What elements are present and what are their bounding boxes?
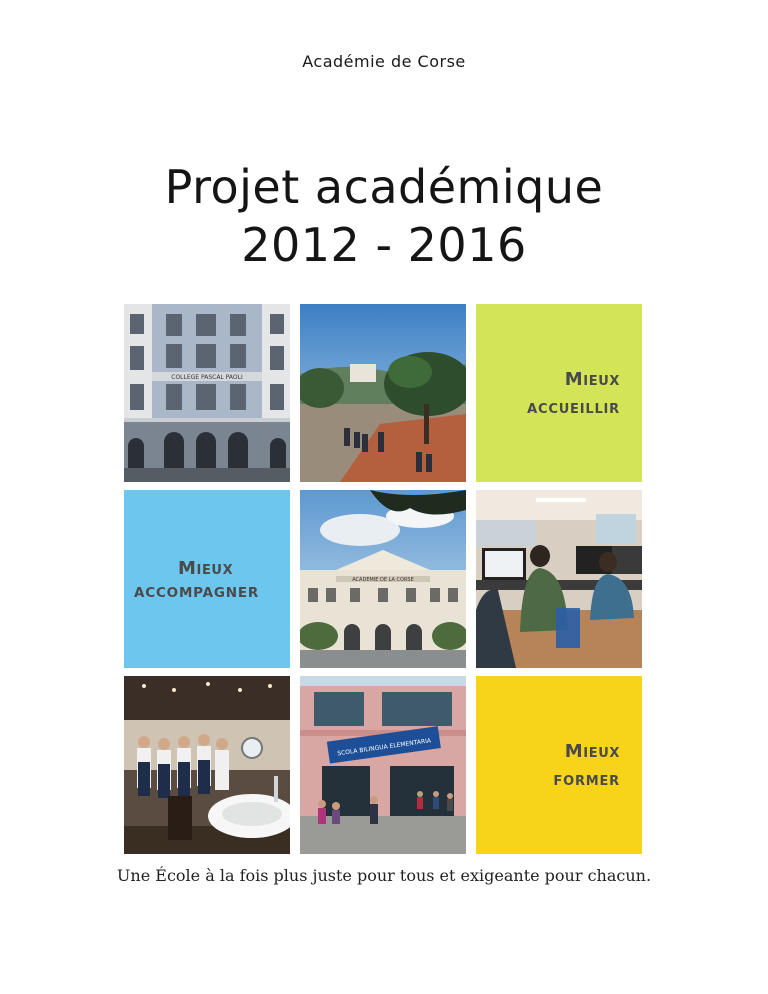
- tile-accueillir-big: Mieux: [564, 369, 620, 390]
- title-line-1: Projet académique: [164, 160, 604, 214]
- photo-computer-lab: [476, 490, 642, 668]
- tile-accompagner-small: ACCOMPAGNER: [134, 584, 260, 601]
- school-sign: SCOLA BILINGUA ELEMENTARIA: [336, 737, 432, 758]
- tile-former-small: FORMER: [553, 774, 620, 789]
- image-grid: [124, 304, 642, 854]
- photo-academie-building: [300, 490, 466, 668]
- tagline: Une École à la fois plus juste pour tous et exigeante pour chacun.: [116, 866, 652, 885]
- tile-mieux-accueillir: [476, 304, 642, 482]
- photo-courtyard: [300, 304, 466, 482]
- title-line-2: 2012 - 2016: [241, 218, 527, 272]
- photo-college-facade: [124, 304, 290, 482]
- photo-restaurant: [124, 676, 290, 854]
- photo-bilingual-school: [300, 676, 466, 854]
- tile-mieux-former: [476, 676, 642, 854]
- college-sign: COLLEGE PASCAL PAOLI: [171, 374, 243, 381]
- tile-accueillir-small: ACCUEILLIR: [527, 402, 620, 417]
- academie-sign: ACADEMIE DE LA CORSE: [352, 577, 414, 583]
- tile-mieux-accompagner: [124, 490, 290, 668]
- page-title: [0, 158, 768, 274]
- academy-header: Académie de Corse: [302, 52, 466, 71]
- tile-former-big: Mieux: [564, 741, 620, 762]
- tile-accompagner-big: Mieux: [178, 557, 234, 579]
